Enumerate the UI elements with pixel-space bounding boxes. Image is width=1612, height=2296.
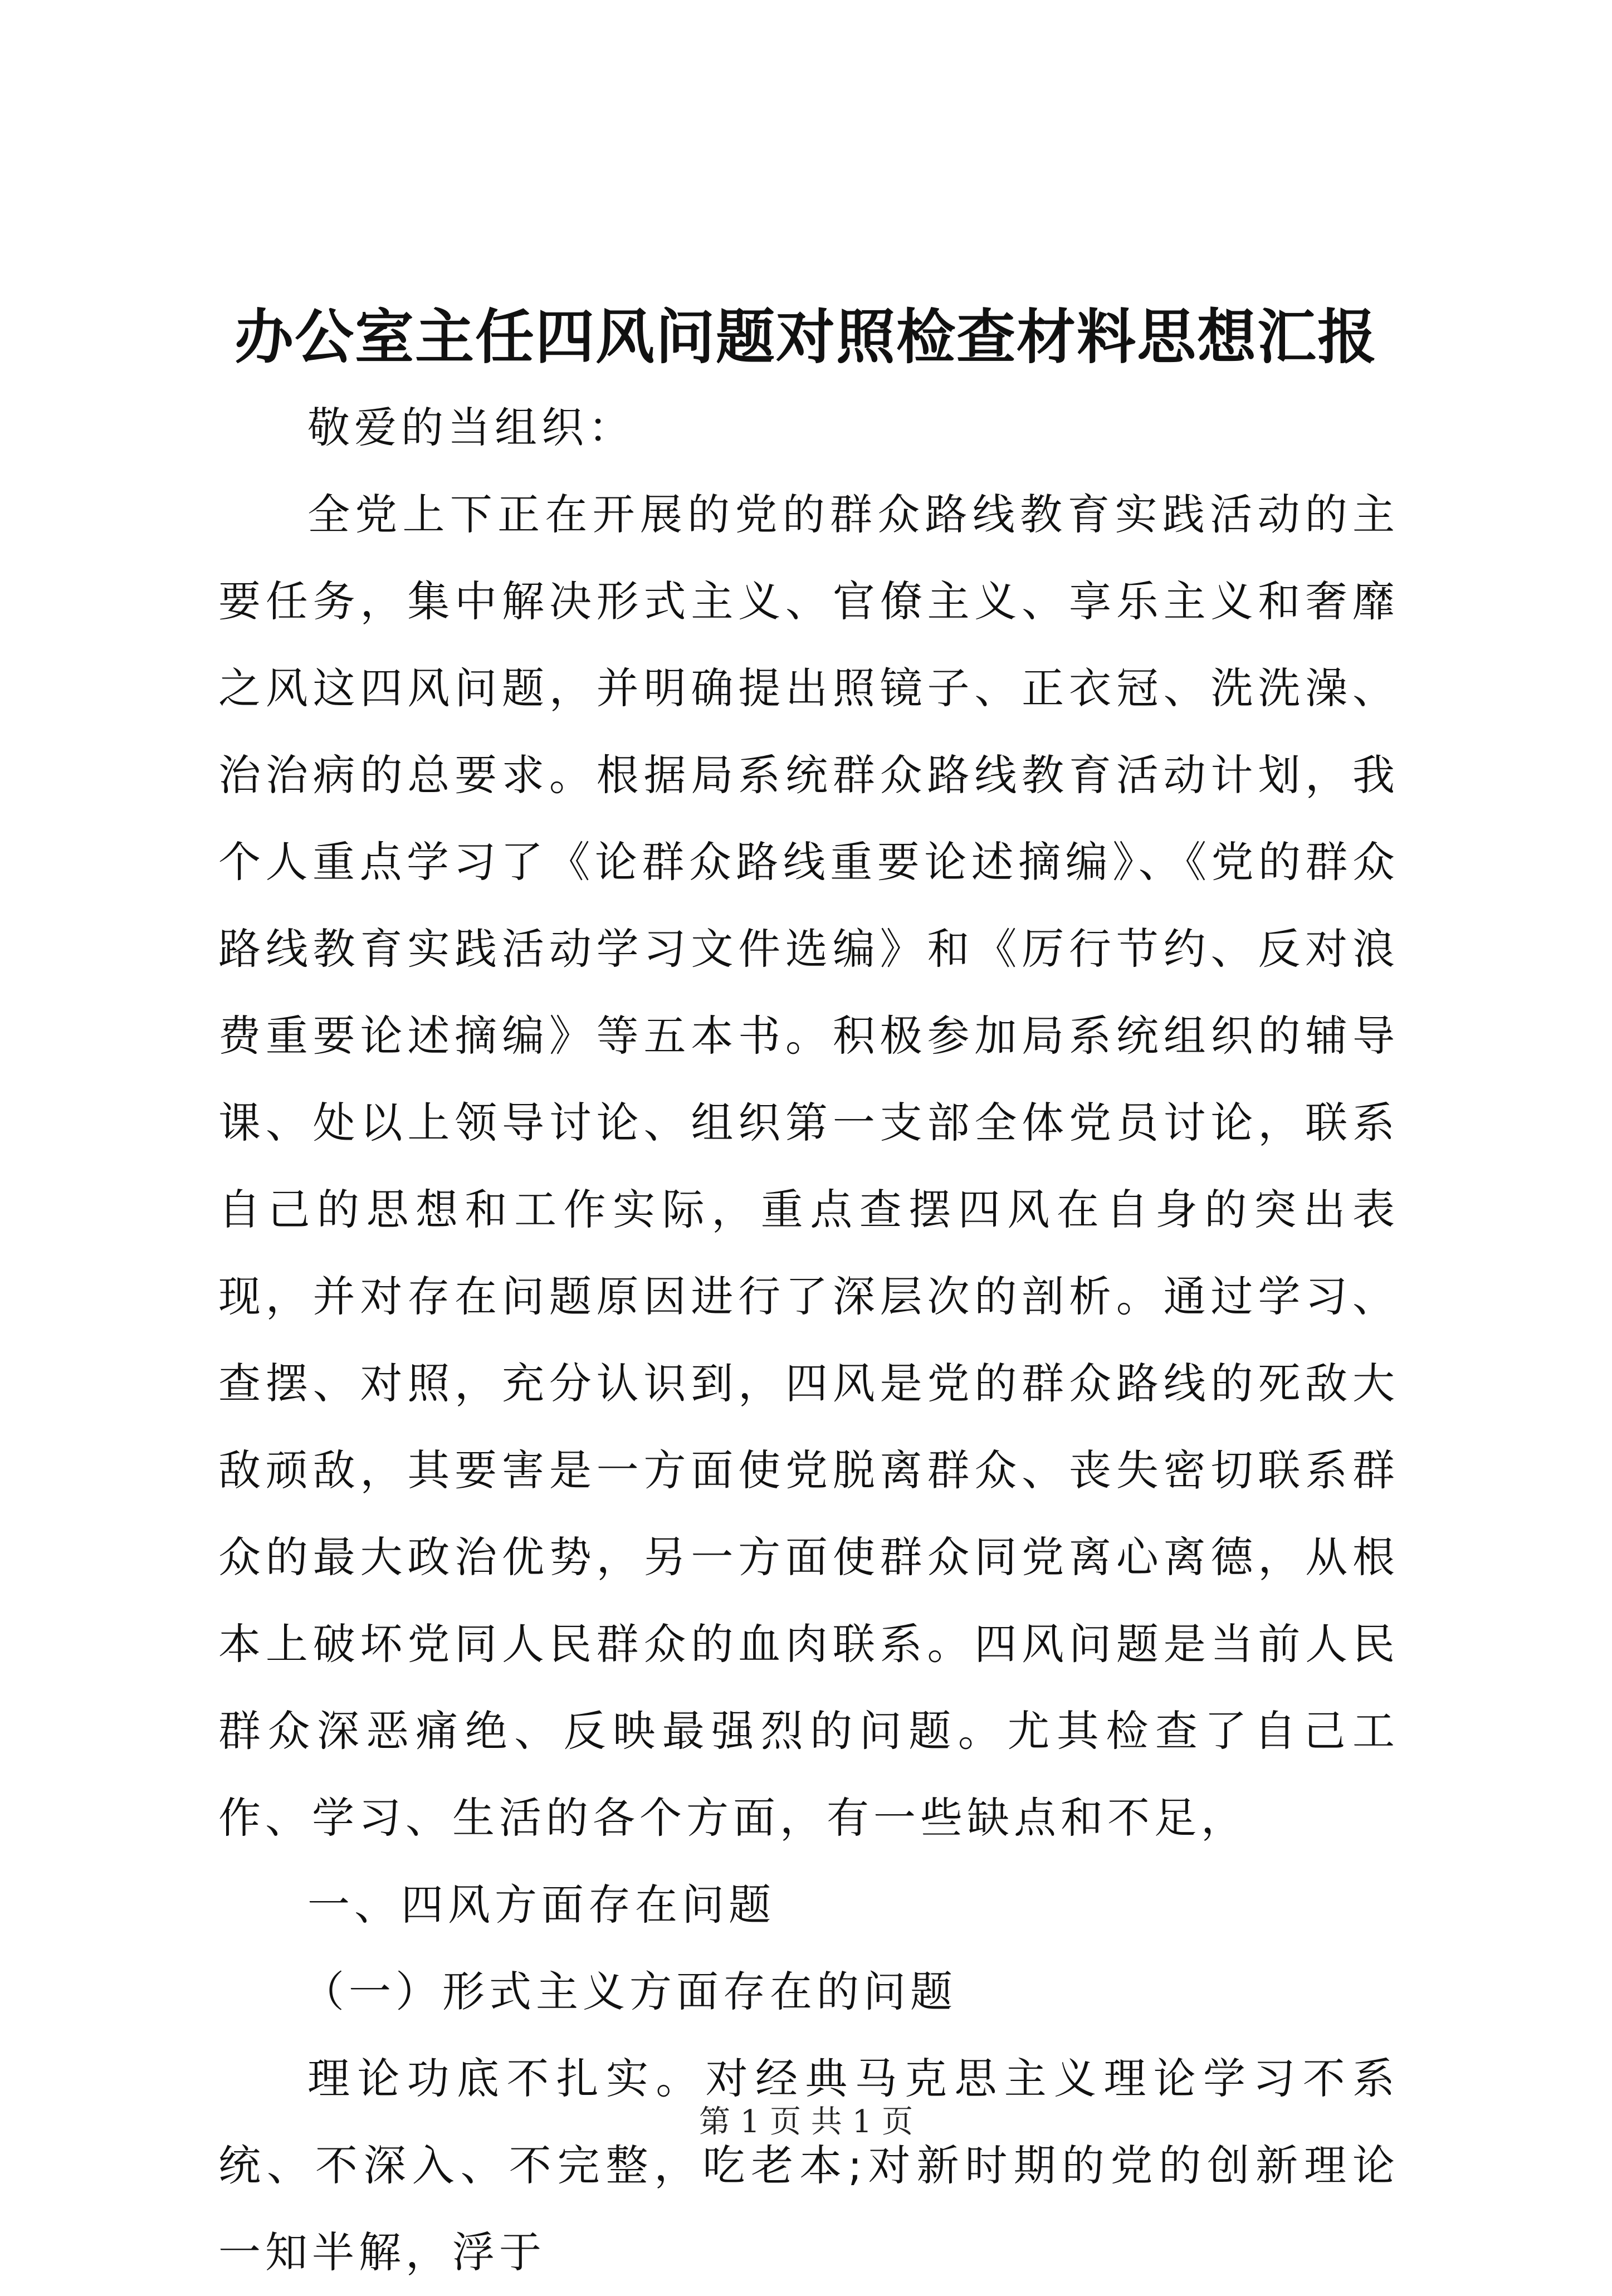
body-paragraph: 全党上下正在开展的党的群众路线教育实践活动的主要任务，集中解决形式主义、官僚主义、享乐主义和奢靡之风这四风问题，并明确提出照镜子、正衣冠、洗洗澡、治治病的总要求。根据局系统群众路线教育活动计划，我个人重点学习了《论群众路线重要论述摘编》、《党的群众路线教育实践活动学习文件选编》和《厉行节约、反对浪费重要论述摘编》等五本书。积极参加局系统组织的辅导课、处以上领导讨论、组织第一支部全体党员讨论，联系自己的思想和工作实际，重点查摆四风在自身的突出表现，并对存在问题原因进行了深层次的剖析。通过学习、查摆、对照，充分认识到，四风是党的群众路线的死敌大敌顽敌，其要害是一方面使党脱离群众、丧失密切联系群众的最大政治优势，另一方面使群众同党离心离德，从根本上破坏党同人民群众的血肉联系。四风问题是当前人民群众深恶痛绝、反映最强烈的问题。尤其检查了自己工作、学习、生活的各个方面，有一些缺点和不足， (218, 490, 1399, 1843)
page-number: 第 1 页 共 1 页 (698, 2104, 914, 2140)
document-title: 办公室主任四风问题对照检查材料思想汇报 (235, 302, 1377, 372)
document-body (218, 384, 1399, 2296)
subsection-heading: （一）形式主义方面存在的问题 (302, 1967, 957, 2016)
section-heading: 一、四风方面存在问题 (307, 1880, 775, 1929)
salutation: 敬爱的当组织： (307, 403, 635, 452)
body-paragraph: 理论功底不扎实。对经典马克思主义理论学习不系统、不深入、不完整，吃老本;对新时期的党的创新理论一知半解，浮于 (218, 2054, 1399, 2277)
